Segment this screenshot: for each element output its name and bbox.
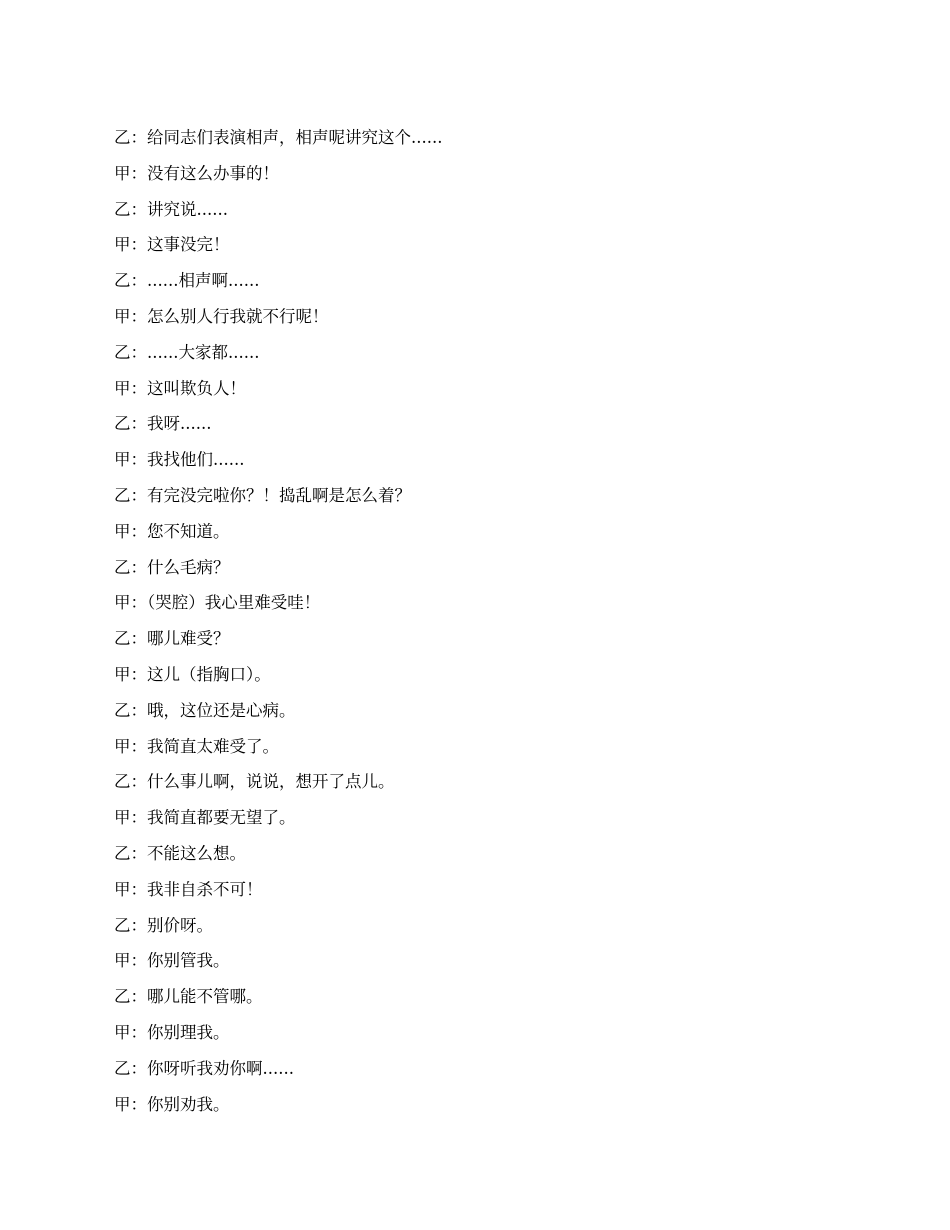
dialogue-line — [114, 693, 834, 729]
dialogue-list — [114, 120, 834, 1122]
speaker-colon: ： — [130, 199, 147, 219]
dialogue-line — [114, 120, 834, 156]
speaker-colon: ： — [130, 1094, 147, 1114]
speaker-name: 甲 — [114, 879, 131, 899]
dialogue-text: 你别管我。 — [147, 951, 230, 971]
dialogue-text: 怎么别人行我就不行呢！ — [147, 306, 329, 326]
speaker-colon: ： — [130, 736, 147, 756]
dialogue-line — [114, 1051, 834, 1087]
dialogue-text: 你别劝我。 — [147, 1094, 230, 1114]
dialogue-line — [114, 585, 834, 621]
speaker-colon: ： — [130, 414, 147, 434]
dialogue-line — [114, 550, 834, 586]
speaker-name: 甲 — [114, 951, 131, 971]
dialogue-text: 什么毛病？ — [147, 557, 230, 577]
dialogue-text: 有完没完啦你？！捣乱啊是怎么着？ — [147, 485, 411, 505]
dialogue-line — [114, 478, 834, 514]
dialogue-line — [114, 621, 834, 657]
dialogue-line — [114, 1015, 834, 1051]
speaker-name: 乙 — [114, 629, 131, 649]
dialogue-line — [114, 657, 834, 693]
speaker-name: 甲 — [114, 1094, 131, 1114]
speaker-colon: ： — [130, 557, 147, 577]
dialogue-text: 这叫欺负人！ — [147, 378, 246, 398]
dialogue-text: 给同志们表演相声，相声呢讲究这个...... — [147, 128, 443, 147]
speaker-colon: ： — [130, 128, 147, 147]
speaker-name: 甲 — [114, 1022, 131, 1042]
speaker-colon: ： — [130, 664, 147, 684]
speaker-colon: ： — [130, 521, 147, 541]
dialogue-line — [114, 335, 834, 371]
speaker-name: 乙 — [114, 987, 131, 1007]
speaker-name: 乙 — [114, 199, 131, 219]
speaker-colon: ： — [130, 915, 147, 935]
dialogue-line — [114, 227, 834, 263]
dialogue-line — [114, 1087, 834, 1123]
speaker-name: 乙 — [114, 843, 131, 863]
dialogue-line — [114, 406, 834, 442]
dialogue-text: 你呀听我劝你啊...... — [147, 1058, 294, 1078]
dialogue-text: 你别理我。 — [147, 1022, 230, 1042]
dialogue-text: 您不知道。 — [147, 521, 230, 541]
speaker-colon: ： — [130, 163, 147, 183]
dialogue-line — [114, 442, 834, 478]
speaker-colon: ： — [130, 843, 147, 863]
speaker-colon: ： — [130, 951, 147, 971]
speaker-colon: ： — [130, 808, 147, 828]
dialogue-line — [114, 729, 834, 765]
dialogue-line — [114, 943, 834, 979]
dialogue-line — [114, 764, 834, 800]
dialogue-line — [114, 156, 834, 192]
speaker-colon: ： — [130, 450, 147, 470]
speaker-name: 乙 — [114, 772, 131, 792]
dialogue-text: 什么事儿啊，说说，想开了点儿。 — [147, 772, 395, 792]
dialogue-text: 我简直太难受了。 — [147, 736, 279, 756]
dialogue-text: 这事没完！ — [147, 235, 230, 255]
dialogue-text: 哦，这位还是心病。 — [147, 700, 296, 720]
speaker-name: 甲 — [114, 235, 131, 255]
dialogue-line — [114, 192, 834, 228]
dialogue-line — [114, 979, 834, 1015]
speaker-colon: ： — [130, 342, 147, 362]
speaker-name: 乙 — [114, 700, 131, 720]
dialogue-line — [114, 263, 834, 299]
dialogue-text: （哭腔）我心里难受哇！ — [147, 593, 321, 613]
dialogue-line — [114, 872, 834, 908]
dialogue-line — [114, 299, 834, 335]
speaker-name: 甲 — [114, 736, 131, 756]
dialogue-text: 哪儿难受？ — [147, 629, 230, 649]
speaker-colon: ： — [130, 235, 147, 255]
dialogue-text: 别价呀。 — [147, 915, 213, 935]
dialogue-line — [114, 800, 834, 836]
dialogue-line — [114, 908, 834, 944]
speaker-name: 乙 — [114, 342, 131, 362]
dialogue-text: 不能这么想。 — [147, 843, 246, 863]
speaker-name: 乙 — [114, 1058, 131, 1078]
speaker-colon: ： — [130, 306, 147, 326]
dialogue-text: 没有这么办事的！ — [147, 163, 279, 183]
speaker-name: 乙 — [114, 271, 131, 291]
speaker-colon: ： — [130, 378, 147, 398]
speaker-colon: ： — [130, 271, 147, 291]
speaker-colon: ： — [130, 1022, 147, 1042]
speaker-name: 甲 — [114, 808, 131, 828]
speaker-name: 乙 — [114, 485, 131, 505]
dialogue-text: 这儿（指胸口）。 — [147, 664, 271, 684]
speaker-name: 甲 — [114, 593, 131, 613]
dialogue-text: ......相声啊...... — [147, 271, 260, 291]
speaker-colon: ： — [130, 629, 147, 649]
dialogue-line — [114, 836, 834, 872]
speaker-name: 乙 — [114, 557, 131, 577]
speaker-name: 甲 — [114, 521, 131, 541]
speaker-colon: ： — [130, 593, 147, 613]
dialogue-text: 我找他们...... — [147, 450, 245, 470]
speaker-colon: ： — [130, 987, 147, 1007]
speaker-name: 乙 — [114, 915, 131, 935]
speaker-colon: ： — [130, 485, 147, 505]
speaker-name: 甲 — [114, 163, 131, 183]
speaker-name: 甲 — [114, 306, 131, 326]
dialogue-text: 我简直都要无望了。 — [147, 808, 296, 828]
dialogue-line — [114, 371, 834, 407]
speaker-colon: ： — [130, 1058, 147, 1078]
dialogue-text: 我非自杀不可！ — [147, 879, 263, 899]
dialogue-text: 讲究说...... — [147, 199, 228, 219]
dialogue-line — [114, 514, 834, 550]
speaker-colon: ： — [130, 772, 147, 792]
dialogue-text: ......大家都...... — [147, 342, 260, 362]
speaker-name: 甲 — [114, 450, 131, 470]
dialogue-text: 哪儿能不管哪。 — [147, 987, 263, 1007]
dialogue-text: 我呀...... — [147, 414, 212, 434]
speaker-colon: ： — [130, 700, 147, 720]
speaker-name: 乙 — [114, 414, 131, 434]
speaker-name: 乙 — [114, 128, 131, 147]
speaker-colon: ： — [130, 879, 147, 899]
speaker-name: 甲 — [114, 378, 131, 398]
speaker-name: 甲 — [114, 664, 131, 684]
